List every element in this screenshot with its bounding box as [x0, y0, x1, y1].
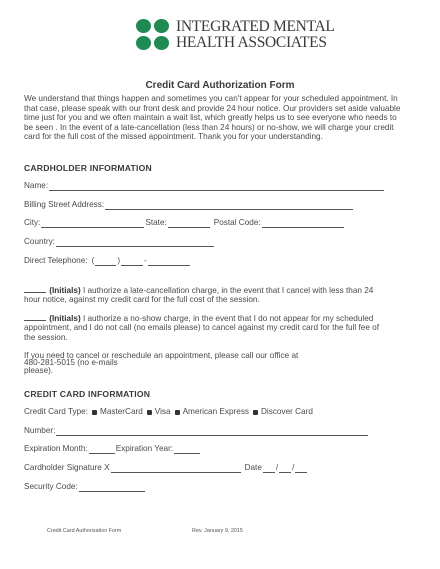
security-code-row	[24, 482, 146, 492]
logo-text	[176, 19, 335, 51]
exp-year-field[interactable]	[174, 446, 200, 454]
card-type-label: Credit Card Type:	[24, 407, 89, 416]
card-number-field[interactable]	[56, 428, 368, 436]
date-label: Date	[244, 463, 262, 472]
mastercard-checkbox[interactable]	[92, 410, 97, 415]
date-month-field[interactable]	[263, 465, 275, 473]
phone-number-field[interactable]	[148, 258, 190, 266]
phone-prefix-field[interactable]	[121, 258, 143, 266]
late-initials-label: (Initials)	[49, 286, 81, 295]
footer-form-name: Credit Card Authorization Form	[47, 528, 122, 534]
cardholder-heading: CARDHOLDER INFORMATION	[24, 163, 152, 173]
exp-month-field[interactable]	[89, 446, 115, 454]
date-day-field[interactable]	[279, 465, 291, 473]
city-row	[24, 218, 345, 228]
option-amex[interactable]	[175, 407, 249, 417]
street-field[interactable]	[105, 202, 353, 210]
state-label: State:	[145, 218, 167, 227]
city-field[interactable]	[41, 220, 144, 228]
organization-logo	[136, 17, 336, 53]
date-sep-1: /	[275, 463, 279, 472]
street-label: Billing Street Address:	[24, 200, 105, 209]
noshow-text: I authorize a no-show charge, in the event that I do not appear for my scheduled appointment, and I do not call (no emails please) to cancel against my credit card for the full fee of the session.	[24, 314, 379, 342]
mastercard-label: MasterCard	[100, 407, 143, 416]
logo-line-2: HEALTH ASSOCIATES	[176, 34, 327, 51]
date-year-field[interactable]	[295, 465, 307, 473]
expiration-row	[24, 444, 201, 454]
name-row	[24, 181, 385, 191]
card-type-row	[24, 407, 313, 417]
phone-close-paren: )	[117, 256, 121, 265]
page-title: Credit Card Authorization Form	[145, 80, 295, 91]
security-code-field[interactable]	[79, 484, 145, 492]
postal-field[interactable]	[262, 220, 344, 228]
phone-dash: -	[144, 256, 147, 265]
noshow-authorization	[24, 313, 390, 342]
name-label: Name:	[24, 181, 49, 190]
visa-checkbox[interactable]	[147, 410, 152, 415]
country-label: Country:	[24, 237, 55, 246]
phone-open-paren: (	[91, 256, 95, 265]
option-visa[interactable]	[147, 407, 171, 417]
signature-row	[24, 463, 308, 473]
country-row	[24, 237, 215, 247]
card-number-label: Number:	[24, 426, 56, 435]
cancel-note-text: If you need to cancel or reschedule an appointment, please call our office at	[24, 351, 299, 360]
amex-checkbox[interactable]	[175, 410, 180, 415]
footer-revision: Rev. January 9, 2015	[192, 528, 243, 534]
cancel-note-please: please).	[24, 366, 54, 375]
area-code-field[interactable]	[95, 258, 116, 266]
signature-label: Cardholder Signature X	[24, 463, 110, 472]
date-sep-2: /	[292, 463, 295, 472]
visa-label: Visa	[154, 407, 171, 416]
amex-label: American Express	[182, 407, 250, 416]
card-heading: CREDIT CARD INFORMATION	[24, 389, 151, 399]
signature-field[interactable]	[111, 465, 241, 473]
late-cancel-text: I authorize a late-cancellation charge, in the event that I cancel with less than 24 hour notice, against my credit card for the full cost of the session.	[24, 286, 374, 305]
noshow-initials-label: (Initials)	[49, 314, 81, 323]
late-initials-field[interactable]	[24, 285, 46, 293]
noshow-initials-field[interactable]	[24, 313, 46, 321]
city-label: City:	[24, 218, 41, 227]
card-number-row	[24, 426, 369, 436]
logo-line-1: INTEGRATED MENTAL	[176, 18, 335, 35]
phone-row	[24, 256, 191, 266]
discover-checkbox[interactable]	[253, 410, 258, 415]
security-code-label: Security Code:	[24, 482, 78, 491]
option-mastercard[interactable]	[92, 407, 143, 417]
street-row	[24, 200, 354, 210]
name-field[interactable]	[49, 183, 384, 191]
office-phone: 480-281-5015 (no e-mails	[24, 358, 118, 367]
intro-paragraph: We understand that things happen and sometimes you can't appear for your scheduled appointment. In that case, please speak with our front desk and provide 24 hour notice. Our providers set aside valuable time just for you and we often maintain a wait list, which greatly helps us to see everyone who needs to be seen . In the event of a late-cancellation (less than 24 hours) or no-show, we will charge your credit card for the full cost of the missed appointment. Thank you for your understanding.	[24, 94, 401, 142]
option-discover[interactable]	[253, 407, 313, 417]
cancel-note	[24, 352, 344, 375]
late-cancel-authorization	[24, 285, 390, 305]
postal-label: Postal Code:	[213, 218, 261, 227]
exp-year-label: Expiration Year:	[115, 444, 174, 453]
exp-month-label: Expiration Month:	[24, 444, 88, 453]
logo-mark-icon	[136, 19, 172, 51]
country-field[interactable]	[56, 239, 214, 247]
phone-label: Direct Telephone:	[24, 256, 88, 265]
discover-label: Discover Card	[261, 407, 313, 416]
state-field[interactable]	[168, 220, 210, 228]
